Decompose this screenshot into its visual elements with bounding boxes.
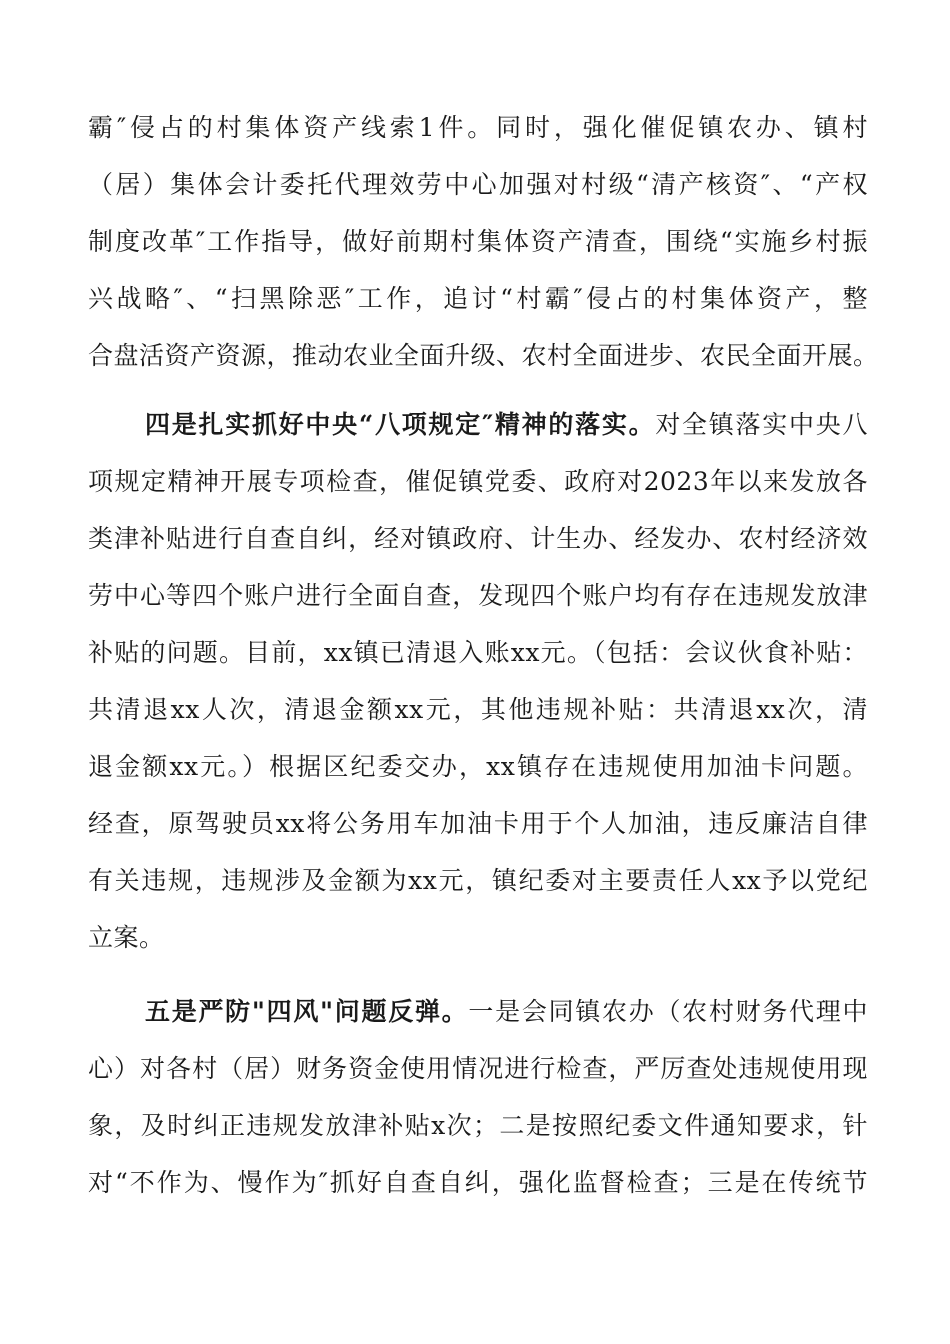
- paragraph-first-line: [88, 396, 868, 453]
- text-line: 退金额xx元。）根据区纪委交办，xx镇存在违规使用加油卡问题。: [88, 752, 868, 781]
- text-line: 有关违规，违规涉及金额为xx元，镇纪委对主要责任人xx予以党纪: [88, 866, 868, 895]
- paragraph-first-line: [88, 983, 868, 1040]
- text-line: 霸″侵占的村集体资产线索1件。同时，强化催促镇农办、镇村: [88, 113, 868, 142]
- text-line: 共清退xx人次，清退金额xx元，其他违规补贴：共清退xx次，清: [88, 695, 868, 724]
- text-line: 象，及时纠正违规发放津补贴x次；二是按照纪委文件通知要求，针: [88, 1111, 868, 1140]
- paragraph-heading: 五是严防"四风"问题反弹。: [145, 997, 469, 1026]
- text-line: 立案。: [88, 923, 165, 952]
- text-line: 项规定精神开展专项检查，催促镇党委、政府对2023年以来发放各: [88, 467, 868, 496]
- text-line: 经查，原驾驶员xx将公务用车加油卡用于个人加油，违反廉洁自律: [88, 809, 868, 838]
- text-line: 心）对各村（居）财务资金使用情况进行检查，严厉查处违规使用现: [88, 1054, 868, 1083]
- text-line: 制度改革″工作指导，做好前期村集体资产清查，围绕“实施乡村振: [88, 227, 868, 256]
- paragraph-text: 一是会同镇农办（农村财务代理中: [468, 997, 868, 1026]
- text-line: 劳中心等四个账户进行全面自查，发现四个账户均有存在违规发放津: [88, 581, 868, 610]
- text-line: 补贴的问题。目前，xx镇已清退入账xx元。（包括：会议伙食补贴：: [88, 638, 868, 667]
- paragraph-text: 对全镇落实中央八: [655, 410, 868, 439]
- text-line: （居）集体会计委托代理效劳中心加强对村级“清产核资″、“产权: [88, 170, 868, 199]
- text-line: 类津补贴进行自查自纠，经对镇政府、计生办、经发办、农村经济效: [88, 524, 868, 553]
- paragraph-eight-regulations: [88, 396, 868, 966]
- paragraph-continuation: [88, 99, 879, 384]
- paragraph-heading: 四是扎实抓好中央“八项规定″精神的落实。: [145, 410, 656, 439]
- text-line: 合盘活资产资源，推动农业全面升级、农村全面进步、农民全面开展。: [88, 341, 879, 370]
- text-line: 对“不作为、慢作为″抓好自查自纠，强化监督检查；三是在传统节: [88, 1168, 868, 1197]
- paragraph-four-winds: [88, 983, 868, 1211]
- text-line: 兴战略″、“扫黑除恶″工作，追讨“村霸″侵占的村集体资产，整: [88, 284, 868, 313]
